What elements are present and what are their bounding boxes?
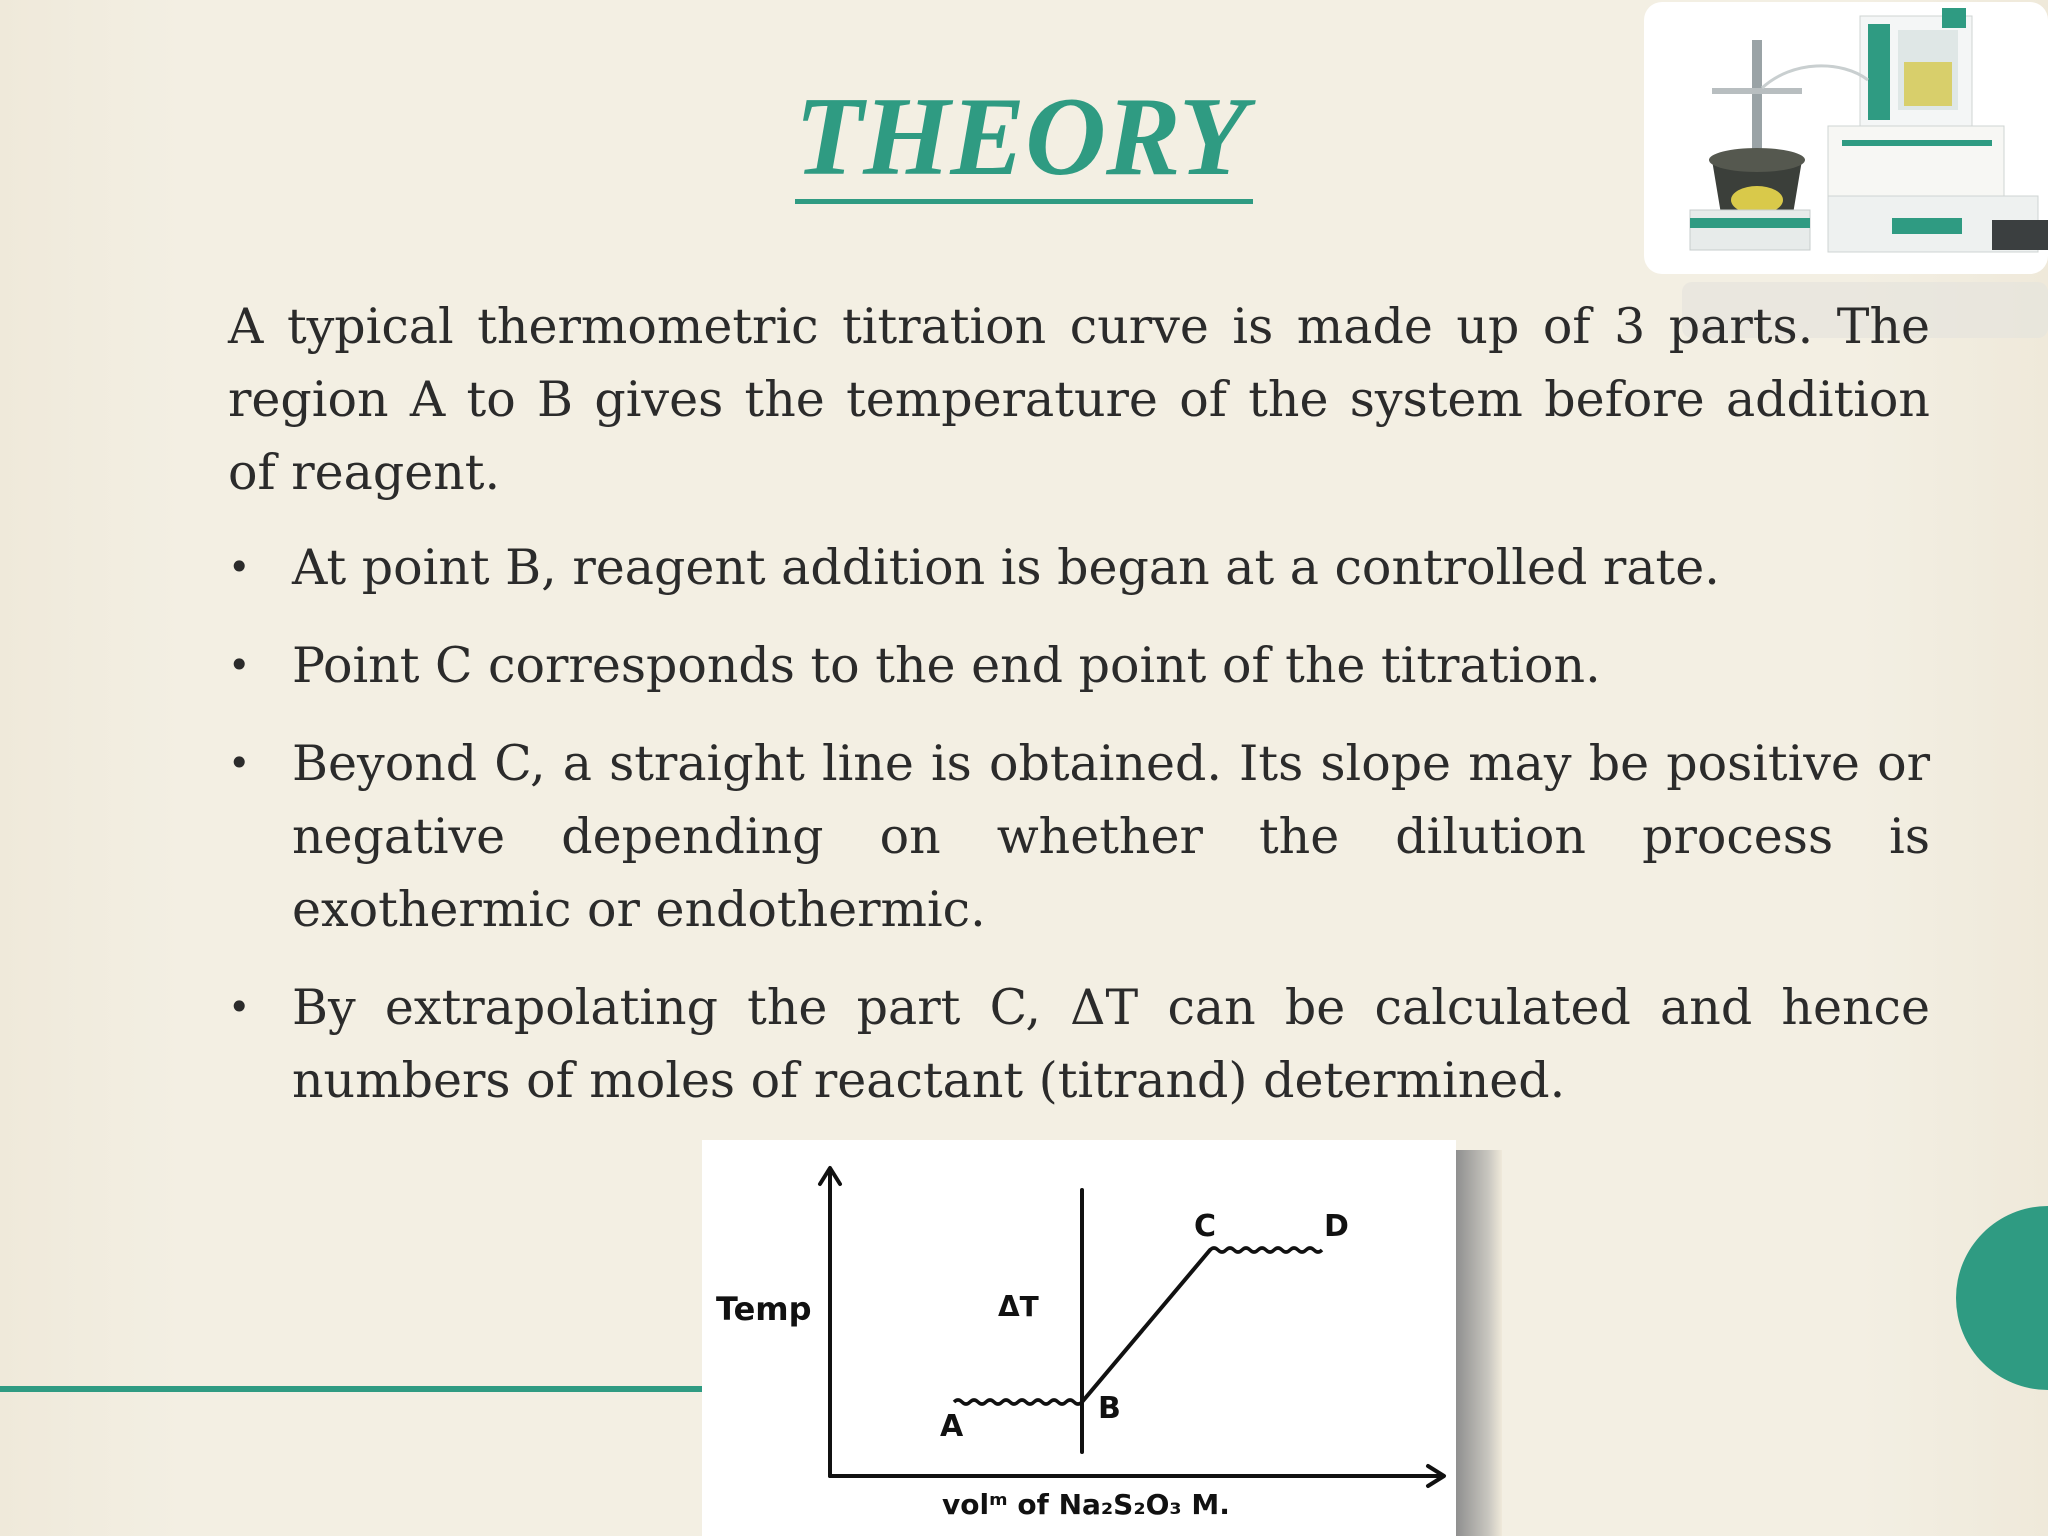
curve-a-to-b bbox=[954, 1400, 1082, 1404]
bullet-symbol: • bbox=[228, 741, 251, 785]
bullet-item bbox=[228, 629, 1930, 702]
accent-line bbox=[0, 1386, 702, 1392]
point-label-a: A bbox=[940, 1409, 964, 1444]
slide-title-text: THEORY bbox=[795, 75, 1253, 204]
y-axis-label: Temp bbox=[716, 1290, 812, 1328]
point-label-b: B bbox=[1098, 1391, 1121, 1426]
bullet-item bbox=[228, 531, 1930, 604]
curve-b-to-c bbox=[1082, 1250, 1210, 1402]
titration-curve-figure bbox=[702, 1140, 1456, 1536]
bullet-item bbox=[228, 727, 1930, 946]
bullet-symbol: • bbox=[228, 985, 251, 1029]
bullet-symbol: • bbox=[228, 643, 251, 687]
bullet-text: At point B, reagent addition is began at a controlled rate. bbox=[292, 539, 1720, 596]
bullet-text: Beyond C, a straight line is obtained. Its slope may be positive or negative depending on whether the dilution process is exothermic or endothermic. bbox=[292, 735, 1930, 938]
point-label-c: C bbox=[1194, 1209, 1217, 1244]
graph-shadow bbox=[1456, 1150, 1502, 1536]
bullet-text: By extrapolating the part C, ΔT can be calculated and hence numbers of moles of reactant (titrand) determined. bbox=[292, 979, 1930, 1109]
bullet-list bbox=[228, 531, 1930, 1117]
titration-curve-svg bbox=[702, 1140, 1456, 1536]
bullet-item bbox=[228, 971, 1930, 1117]
delta-t-label: ΔT bbox=[998, 1290, 1039, 1323]
slide-body bbox=[228, 290, 1930, 1142]
bullet-symbol: • bbox=[228, 545, 251, 589]
curve-c-to-d bbox=[1210, 1248, 1322, 1252]
bullet-text: Point C corresponds to the end point of the titration. bbox=[292, 637, 1601, 694]
x-axis-label: volᵐ of Na₂S₂O₃ M. bbox=[942, 1488, 1230, 1521]
intro-paragraph: A typical thermometric titration curve is made up of 3 parts. The region A to B gives the temperature of the system before addition of reagent. bbox=[228, 298, 1930, 501]
point-label-d: D bbox=[1324, 1209, 1349, 1244]
